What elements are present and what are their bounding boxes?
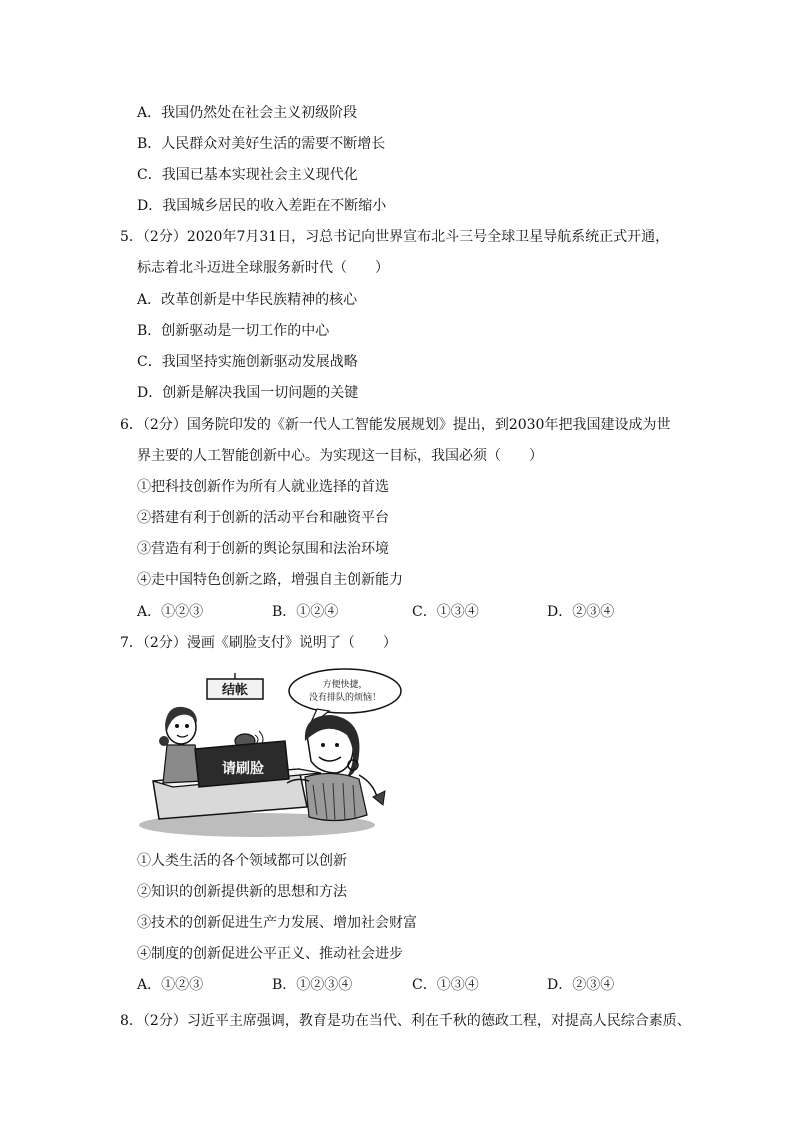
q6-choice-a: A．①②③ [137,604,204,620]
q6-stem-line2: 界主要的人工智能创新中心。为实现这一目标，我国必须（ ） [137,448,543,464]
q6-item-3: ③营造有利于创新的舆论氛围和法治环境 [137,541,389,557]
q6-choices [137,603,657,621]
q5-option-d: D．创新是解决我国一切问题的关键 [137,385,359,401]
q5-stem-line1: 5．（2分）2020年7月31日，习总书记向世界宣布北斗三号全球卫星导航系统正式开通， [120,229,670,245]
cartoon-screen-text: 请刷脸 [222,761,264,777]
q4-option-c: C．我国已基本实现社会主义现代化 [137,167,358,183]
q7-item-3: ③技术的创新促进生产力发展、增加社会财富 [137,915,417,931]
q6-item-2: ②搭建有利于创新的活动平台和融资平台 [137,510,389,526]
q7-item-1: ①人类生活的各个领域都可以创新 [137,853,347,869]
q7-item-2: ②知识的创新提供新的思想和方法 [137,884,347,900]
face-pay-cartoon [137,665,409,837]
q4-option-b: B．人民群众对美好生活的需要不断增长 [137,136,386,152]
q6-choice-b: B．①②④ [272,604,339,620]
q6-choice-d: D．②③④ [547,604,615,620]
q7-choice-c: C．①③④ [412,977,479,993]
q5-stem-line2: 标志着北斗迈进全球服务新时代（ ） [137,260,389,276]
q7-item-4: ④制度的创新促进公平正义、推动社会进步 [137,946,403,962]
q7-choices [137,976,657,994]
q7-choice-b: B．①②③④ [272,977,353,993]
q6-item-4: ④走中国特色创新之路，增强自主创新能力 [137,572,403,588]
q4-option-d: D．我国城乡居民的收入差距在不断缩小 [137,198,387,214]
q6-choice-c: C．①③④ [412,604,479,620]
bubble-text-line2: 没有排队的烦恼！ [308,693,382,703]
q8-stem-line1: 8．（2分）习近平主席强调，教育是功在当代、利在千秋的德政工程，对提高人民综合素质、 [120,1013,691,1029]
q4-option-a: A．我国仍然处在社会主义初级阶段 [137,105,358,121]
q5-option-a: A．改革创新是中华民族精神的核心 [137,292,358,308]
q7-stem: 7．（2分）漫画《刷脸支付》说明了（ ） [120,635,397,651]
q5-option-b: B．创新驱动是一切工作的中心 [137,323,330,339]
q6-item-1: ①把科技创新作为所有人就业选择的首选 [137,479,389,495]
q7-choice-d: D．②③④ [547,977,615,993]
q7-choice-a: A．①②③ [137,977,204,993]
q6-stem-line1: 6．（2分）国务院印发的《新一代人工智能发展规划》提出，到2030年把我国建设成为世 [120,417,671,433]
q5-option-c: C．我国坚持实施创新驱动发展战略 [137,354,358,370]
cartoon-sign-text: 结帐 [221,683,249,698]
bubble-text-line1: 方便快捷， [322,680,368,690]
